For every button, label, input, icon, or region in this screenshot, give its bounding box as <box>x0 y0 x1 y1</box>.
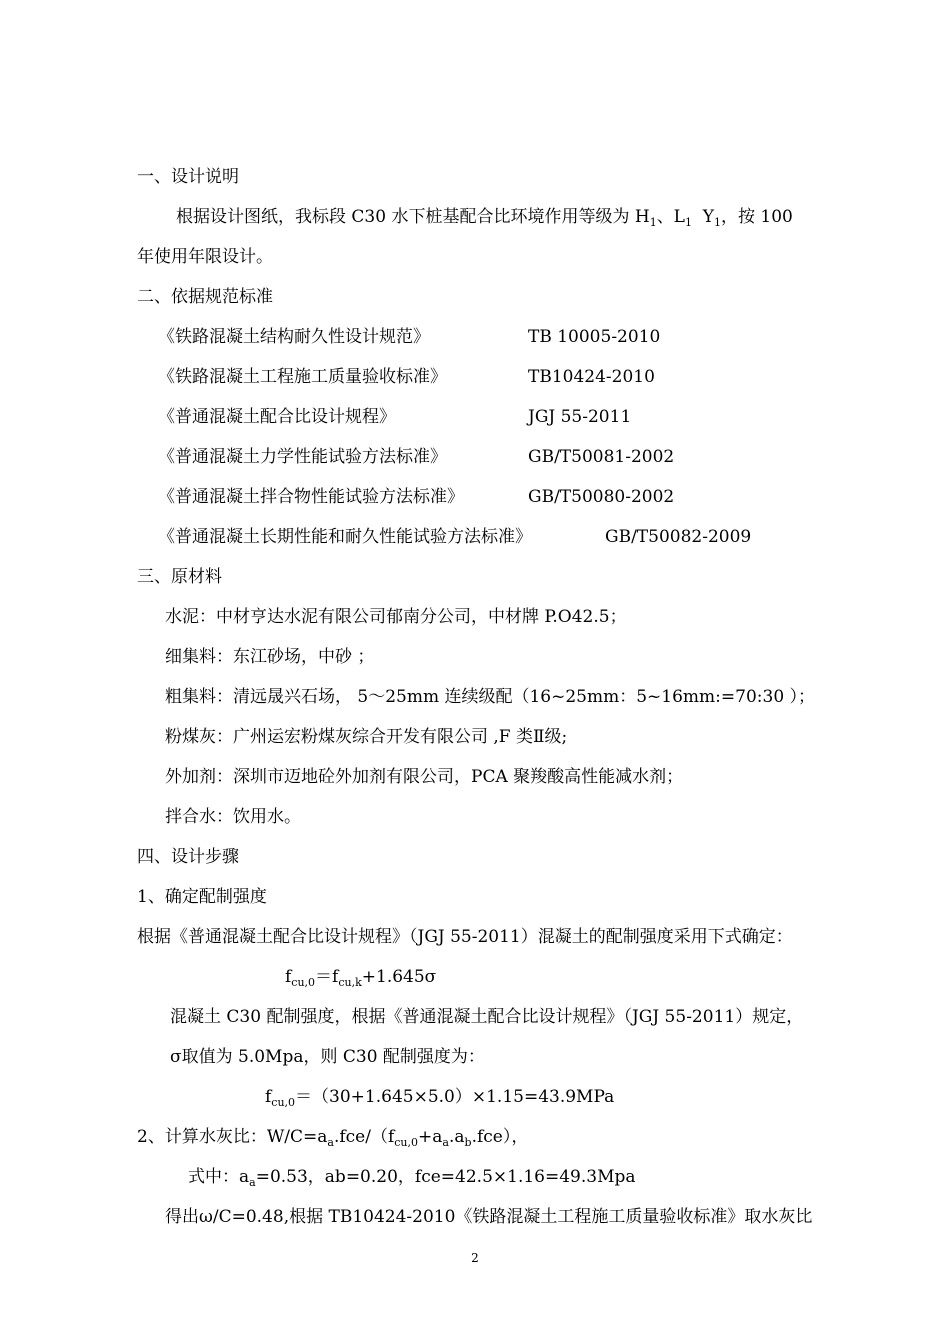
section-1-body-line1: 根据设计图纸，我标段 C30 水下桩基配合比环境作用等级为 $H_1$、$L_1$ $Y_1$，按 100 <box>176 207 793 229</box>
step-1-para1: 混凝土 C30 配制强度，根据《普通混凝土配合比设计规程》（JGJ 55-2011）规定， <box>170 1007 804 1027</box>
material-coarse-aggregate: 粗集料：清远晟兴石场， 5～25mm 连续级配（16~25mm：5~16mm:=70:30 ）； <box>165 687 816 707</box>
section-3-title: 三、原材料 <box>137 567 222 587</box>
ref-code: JGJ 55-2011 <box>528 407 632 427</box>
ref-name: 《铁路混凝土结构耐久性设计规范》 <box>158 327 430 347</box>
ref-name: 《普通混凝土拌合物性能试验方法标准》 <box>158 487 464 507</box>
ref-name: 《普通混凝土配合比设计规程》 <box>158 407 396 427</box>
step-1-para2: σ取值为 5.0Mpa，则 C30 配制强度为： <box>170 1047 485 1067</box>
material-fine-aggregate: 细集料：东江砂场，中砂 ； <box>165 647 375 667</box>
step-1-intro: 根据《普通混凝土配合比设计规程》（JGJ 55-2011）混凝土的配制强度采用下式确定： <box>137 927 793 947</box>
step-2-result: 得出ω/C=0.48,根据 TB10424-2010《铁路混凝土工程施工质量验收标准》取水灰比 <box>165 1207 813 1227</box>
ref-code: GB/T50080-2002 <box>528 487 675 507</box>
ref-code: GB/T50082-2009 <box>605 527 752 547</box>
formula-c30-strength: $f_{cu,0}=(30+1.645\times 5.0)\times 1.15=43.9MPa$ <box>265 1087 615 1109</box>
section-1-body-line2: 年使用年限设计。 <box>137 247 273 267</box>
material-fly-ash: 粉煤灰：广州运宏粉煤灰综合开发有限公司 ,F 类Ⅱ级; <box>165 727 568 747</box>
ref-code: GB/T50081-2002 <box>528 447 675 467</box>
step-2-formula: 2、计算水灰比：$W/C=a_a.fce/(f_{cu,0}+a_a.a_b.fce)$， <box>137 1127 529 1149</box>
material-cement: 水泥：中材亨达水泥有限公司郁南分公司，中材牌 P.O42.5； <box>165 607 627 627</box>
section-1-title: 一、设计说明 <box>137 167 239 187</box>
ref-code: TB 10005-2010 <box>528 327 661 347</box>
step-2-where: 式中：$a_a=0.53$，ab=0.20，fce=42.5×1.16=49.3Mpa <box>188 1167 636 1189</box>
ref-name: 《普通混凝土力学性能试验方法标准》 <box>158 447 447 467</box>
material-water: 拌合水：饮用水。 <box>165 807 301 827</box>
material-admixture: 外加剂：深圳市迈地砼外加剂有限公司，PCA 聚羧酸高性能减水剂； <box>165 767 684 787</box>
section-4-title: 四、设计步骤 <box>137 847 239 867</box>
section-2-title: 二、依据规范标准 <box>137 287 273 307</box>
step-1-title: 1、确定配制强度 <box>137 887 267 907</box>
ref-name: 《普通混凝土长期性能和耐久性能试验方法标准》 <box>158 527 532 547</box>
formula-target-strength: $f_{cu,0}=f_{cu,k}+1.645\sigma$ <box>285 967 437 989</box>
ref-name: 《铁路混凝土工程施工质量验收标准》 <box>158 367 447 387</box>
ref-code: TB10424-2010 <box>528 367 655 387</box>
page-number: 2 <box>471 1251 479 1265</box>
